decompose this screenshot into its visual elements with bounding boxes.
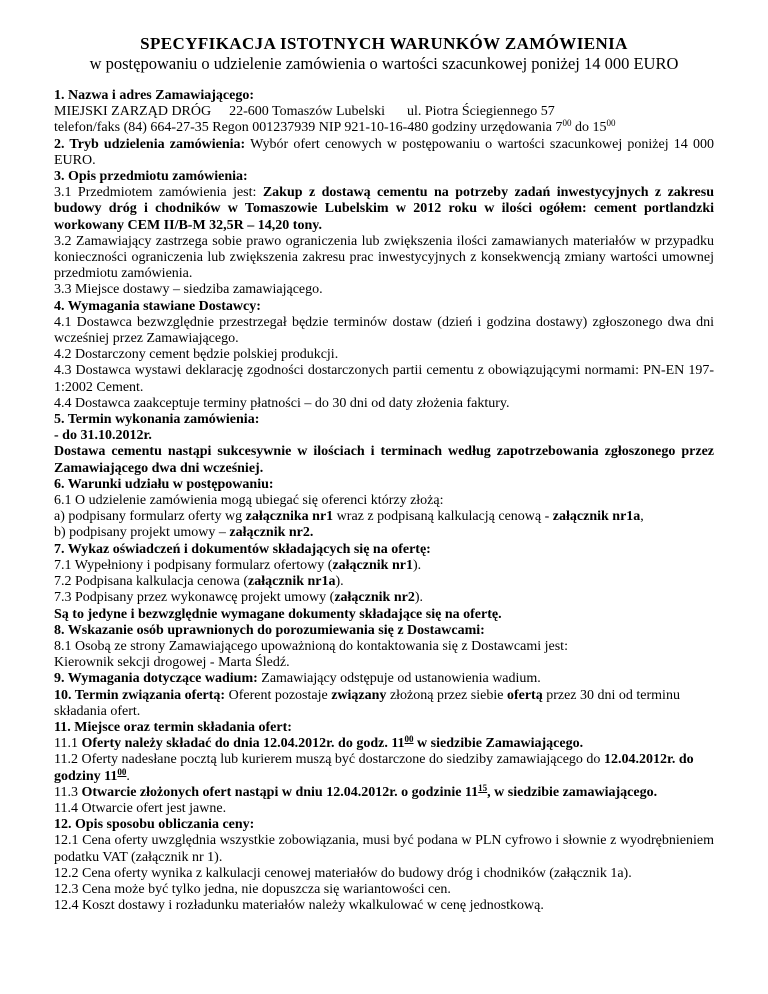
section-9: 9. Wymagania dotyczące wadium: Zamawiający odstępuje od ustanowienia wadium. [54,671,541,687]
section-8-heading: 8. Wskazanie osób uprawnionych do porozumiewania się z Dostawcami: [54,622,485,638]
section-5-heading: 5. Termin wykonania zamówienia: [54,412,260,428]
contact-person: Kierownik sekcji drogowej - Marta Śledź. [54,655,290,671]
section-11-1: 11.1 Oferty należy składać do dnia 12.04.2012r. do godz. $11^{00}$ w siedzibie Zamawiającego. [54,734,584,752]
section-12-3: 12.3 Cena może być tylko jedna, nie dopuszcza się wariantowości cen. [54,881,451,897]
section-2-text: Wybór ofert cenowych w postępowaniu o wartości szacunkowej poniżej 14 000 EURO. [54,136,714,168]
section-2-heading: 2. Tryb udzielenia zamówienia: [54,136,246,152]
opening-time-sup: 15 [478,782,488,793]
section-4-3: 4.3 Dostawca wystawi deklarację zgodności dostarczonych partii cementu z obowiązującymi normami: PN-EN 197-1:2002 Cement. [54,363,714,395]
section-3-1: 3.1 Przedmiotem zamówienia jest: Zakup z dostawą cementu na potrzeby zadań inwestycyjnych z zakresu budowy dróg i chodników w Tomaszowie Lubelskim w 2012 roku w ilości ogółem: cement portlandzki workowany CEM II/B-M 32,5R – 14,20 tony. [54,185,714,233]
delivery-deadline: - do 31.10.2012r. [54,428,152,444]
section-10-heading: 10. Termin związania ofertą: [54,687,226,703]
document-body [54,88,714,914]
document-subtitle: w postępowaniu o udzielenie zamówienia o wartości szacunkowej poniżej 14 000 EURO [89,54,679,73]
document-title: SPECYFIKACJA ISTOTNYCH WARUNKÓW ZAMÓWIENIA [140,34,628,53]
section-4-4: 4.4 Dostawca zaakceptuje terminy płatności – do 30 dni od daty złożenia faktury. [54,395,510,411]
section-6-a: a) podpisany formularz oferty wg załącznika nr1 wraz z podpisaną kalkulacją cenową - załącznik nr1a, [54,509,644,525]
employer-street: ul. Piotra Ściegiennego 57 [406,104,555,120]
section-4-1: 4.1 Dostawca bezwzględnie przestrzegał będzie terminów dostaw (dzień i godzina dostawy) zgłoszonego dwa dni wcześniej przez Zamawiającego. [54,314,714,347]
section-8-1: 8.1 Osobą ze strony Zamawiającego upoważnioną do kontaktowania się z Dostawcami jest: [54,638,568,654]
section-7-note: Są to jedyne i bezwzględnie wymagane dokumenty składające się na ofertę. [54,606,502,622]
section-12-2: 12.2 Cena oferty wynika z kalkulacji cenowej materiałów do budowy dróg i chodników (załącznik 1a). [54,865,632,881]
section-4-2: 4.2 Dostarczony cement będzie polskiej produkcji. [54,347,339,363]
employer-name: MIEJSKI ZARZĄD DRÓG [54,104,212,120]
section-7-2: 7.2 Podpisana kalkulacja cenowa (załącznik nr1a). [54,574,344,590]
section-12-1: 12.1 Cena oferty uwzględnia wszystkie zobowiązania, musi być podana w PLN cyfrowo i słownie z wyodrębnieniem podatku VAT (załącznik nr 1). [54,833,714,865]
section-11-4: 11.4 Otwarcie ofert jest jawne. [54,800,227,816]
employer-contact: telefon/faks (84) 664-27-35 Regon 001237939 NIP 921-10-16-480 godziny urzędowania $7^{00}$ do $15^{00}$ [54,118,616,136]
employer-city: 22-600 Tomaszów Lubelski [229,104,385,120]
section-10: 10. Termin związania ofertą: Oferent pozostaje związany złożoną przez siebie ofertą przez 30 dni od terminu składania ofert. [54,687,680,719]
delivery-note: Dostawa cementu nastąpi sukcesywnie w ilościach i terminach według zapotrzebowania zgłoszonego przez Zamawiającego dwa dni wcześniej. [54,444,714,476]
section-12-heading: 12. Opis sposobu obliczania ceny: [54,817,255,833]
section-7-1: 7.1 Wypełniony i podpisany formularz ofertowy (załącznik nr1). [54,557,422,573]
section-1-heading: 1. Nazwa i adres Zamawiającego: [54,88,254,103]
hour-to-sup: 00 [606,118,616,129]
section-11-2: 11.2 Oferty nadesłane pocztą lub kurierem muszą być dostarczone do siedziby zamawiającego do 12.04.2012r. do godziny $11^{00}$. [54,752,694,784]
section-6-1: 6.1 O udzielenie zamówienia mogą ubiegać się oferenci którzy złożą: [54,493,444,509]
section-6-heading: 6. Warunki udziału w postępowaniu: [54,476,274,492]
section-3-heading: 3. Opis przedmiotu zamówienia: [54,169,248,185]
section-6-b: b) podpisany projekt umowy – załącznik nr2. [54,525,314,541]
section-7-3: 7.3 Podpisany przez wykonawcę projekt umowy (załącznik nr2). [54,590,423,606]
section-3-3: 3.3 Miejsce dostawy – siedziba zamawiającego. [54,282,323,298]
section-9-heading: 9. Wymagania dotyczące wadium: [54,671,258,687]
deadline-time-sup: 00 [404,734,414,745]
order-subject: Zakup z dostawą cementu na potrzeby zadań inwestycyjnych z zakresu budowy dróg i chodników w Tomaszowie Lubelskim w 2012 roku w ilości ogółem: cement portlandzki workowany CEM II/B-M 32,5R – 14,20 tony. [54,185,714,233]
section-4-heading: 4. Wymagania stawiane Dostawcy: [54,298,261,314]
section-11-3: 11.3 Otwarcie złożonych ofert nastąpi w dniu 12.04.2012r. o godzinie $11^{15}$, w siedzibie zamawiającego. [54,782,658,800]
section-3-2: 3.2 Zamawiający zastrzega sobie prawo ograniczenia lub zwiększenia ilości zamawianych materiałów w przypadku konieczności ograniczenia lub zwiększenia zakresu prac inwestycyjnych z konsekwencją zmiany wartości umownej przedmiotu zamówienia. [54,233,714,282]
postal-deadline-time-sup: 00 [117,766,127,777]
hour-from-sup: 00 [562,118,572,129]
section-12-4: 12.4 Koszt dostawy i rozładunku materiałów należy wkalkulować w cenę jednostkową. [54,898,544,914]
section-11-heading: 11. Miejsce oraz termin składania ofert: [54,719,292,735]
section-2 [54,137,714,169]
section-7-heading: 7. Wykaz oświadczeń i dokumentów składających się na ofertę: [54,541,431,557]
